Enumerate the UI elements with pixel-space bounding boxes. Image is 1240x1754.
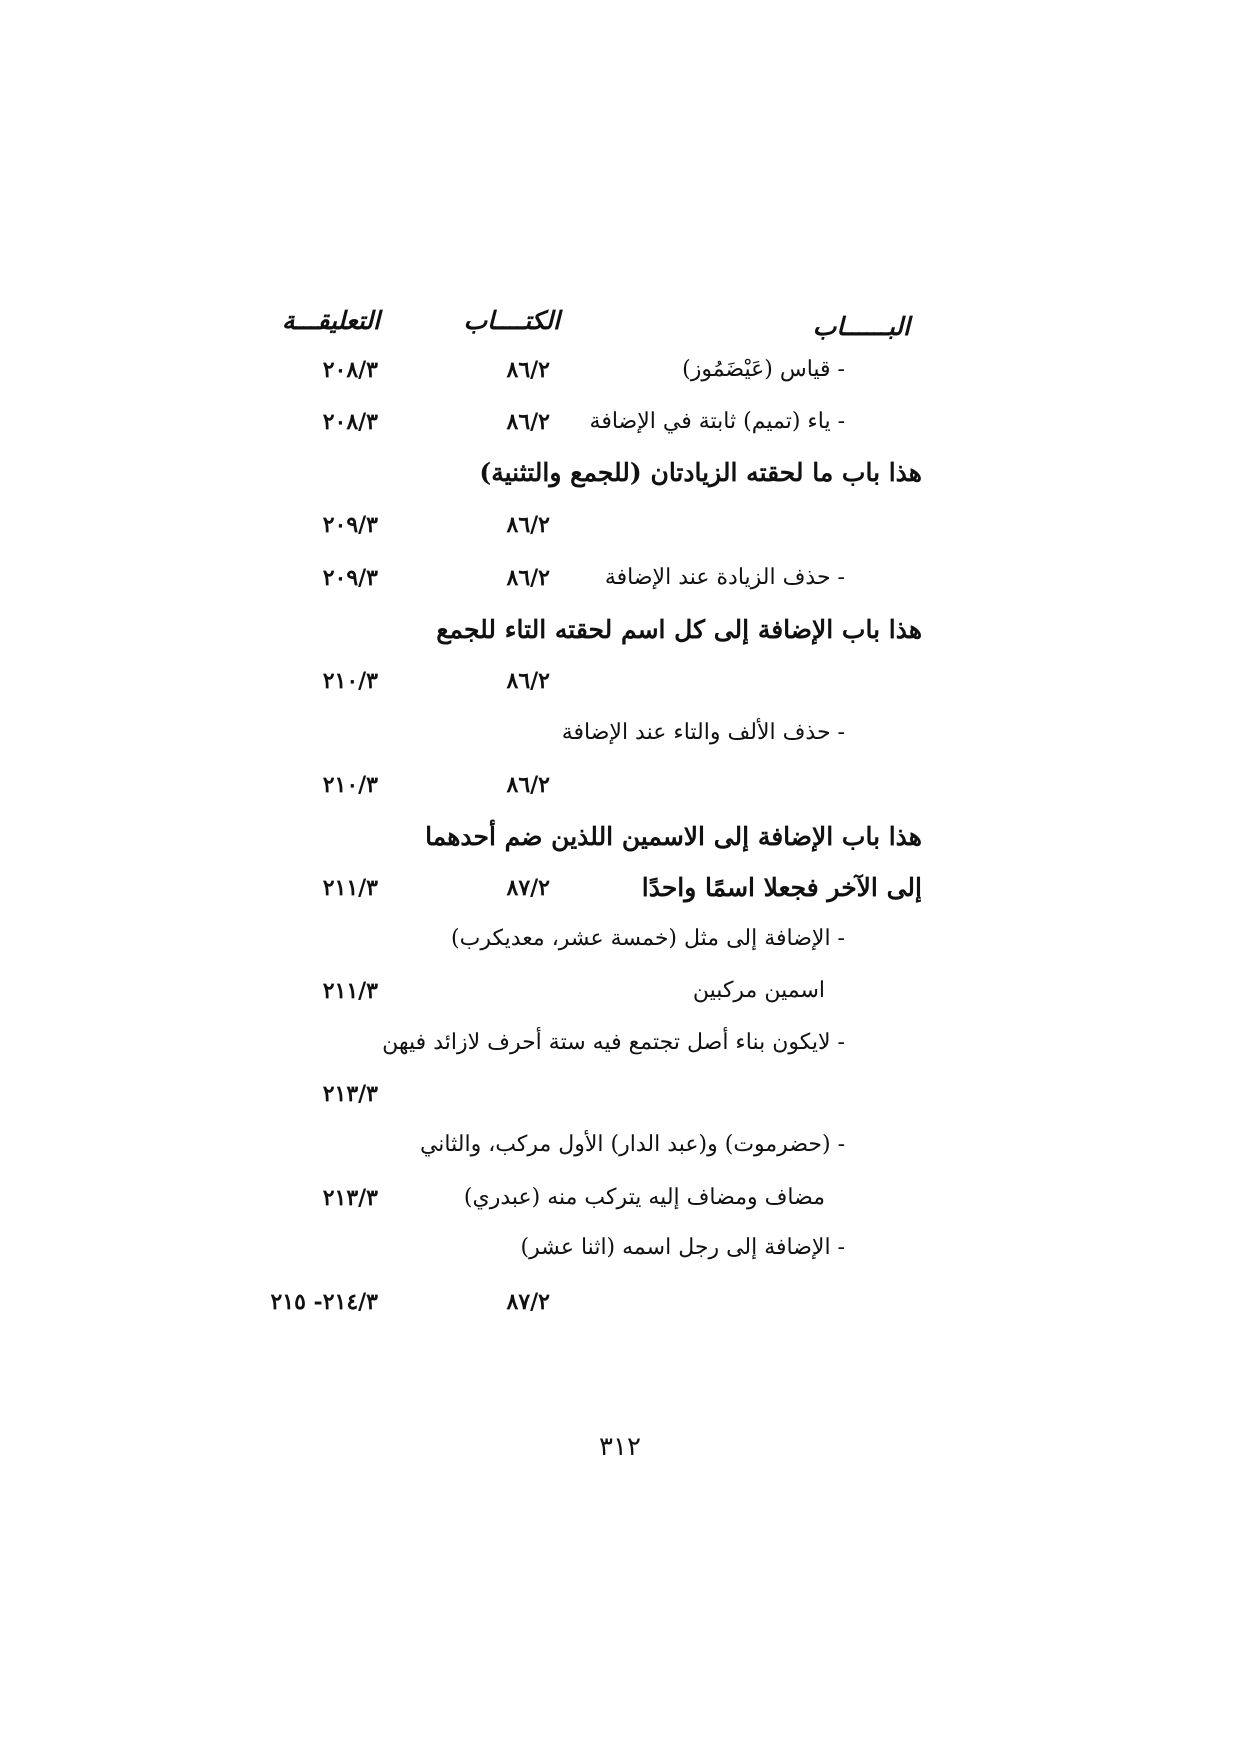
entry-text: - ياء (تميم) ثابتة في الإضافة [589, 409, 845, 434]
entry-kitab-ref: ٨٦/٢ [506, 357, 550, 383]
entry-taliqa-ref: ٢٠٨/٣ [322, 357, 378, 383]
entry-text: - قياس (عَيْضَمُوز) [682, 357, 845, 382]
column-header-kitab: الكتــــاب [463, 306, 560, 335]
entry-taliqa-ref: ٢٠٩/٣ [322, 512, 378, 538]
section-heading: هذا باب الإضافة إلى كل اسم لحقته التاء للجمع [436, 615, 922, 644]
entry-taliqa-ref: ٢١٠/٣ [322, 772, 378, 798]
entry-text: - لايكون بناء أصل تجتمع فيه ستة أحرف لازائد فيهن [382, 1030, 845, 1055]
page-number: ٣١٢ [599, 1432, 641, 1462]
entry-kitab-ref: ٨٧/٢ [506, 1289, 550, 1315]
entry-kitab-ref: ٨٦/٢ [506, 772, 550, 798]
entry-taliqa-ref: ٢١٣/٣ [322, 1185, 378, 1211]
entry-taliqa-ref: ٢١١/٣ [322, 875, 378, 901]
entry-taliqa-ref: ٢١٣/٣ [322, 1081, 378, 1107]
column-header-bab: البــــــاب [812, 312, 910, 341]
entry-text: - حذف الألف والتاء عند الإضافة [561, 720, 845, 745]
entry-taliqa-ref: ٢٠٨/٣ [322, 409, 378, 435]
section-heading: هذا باب ما لحقته الزيادتان (للجمع والتثنية) [479, 458, 922, 487]
entry-text-continued: مضاف ومضاف إليه يتركب منه (عبدري) [463, 1185, 825, 1210]
entry-taliqa-ref: ٢٠٩/٣ [322, 565, 378, 591]
entry-kitab-ref: ٨٧/٢ [506, 875, 550, 901]
entry-text: - الإضافة إلى مثل (خمسة عشر، معديكرب) [451, 926, 845, 951]
entry-kitab-ref: ٨٦/٢ [506, 668, 550, 694]
entry-taliqa-ref: ٢١١/٣ [322, 978, 378, 1004]
entry-kitab-ref: ٨٦/٢ [506, 409, 550, 435]
entry-kitab-ref: ٨٦/٢ [506, 565, 550, 591]
entry-text: - الإضافة إلى رجل اسمه (اثنا عشر) [520, 1235, 845, 1260]
entry-text-continued: اسمين مركبين [692, 978, 825, 1003]
section-heading: هذا باب الإضافة إلى الاسمين اللذين ضم أحدهما [425, 822, 922, 851]
entry-text: - (حضرموت) و(عبد الدار) الأول مركب، والثاني [419, 1132, 845, 1157]
entry-taliqa-ref: ٢١٠/٣ [322, 668, 378, 694]
entry-taliqa-ref: ٢١٤/٣- ٢١٥ [270, 1289, 378, 1315]
entry-kitab-ref: ٨٦/٢ [506, 512, 550, 538]
column-header-taliqa: التعليقـــة [281, 306, 380, 335]
entry-text: - حذف الزيادة عند الإضافة [604, 565, 845, 590]
section-heading-continued: إلى الآخر فجعلا اسمًا واحدًا [641, 873, 922, 902]
